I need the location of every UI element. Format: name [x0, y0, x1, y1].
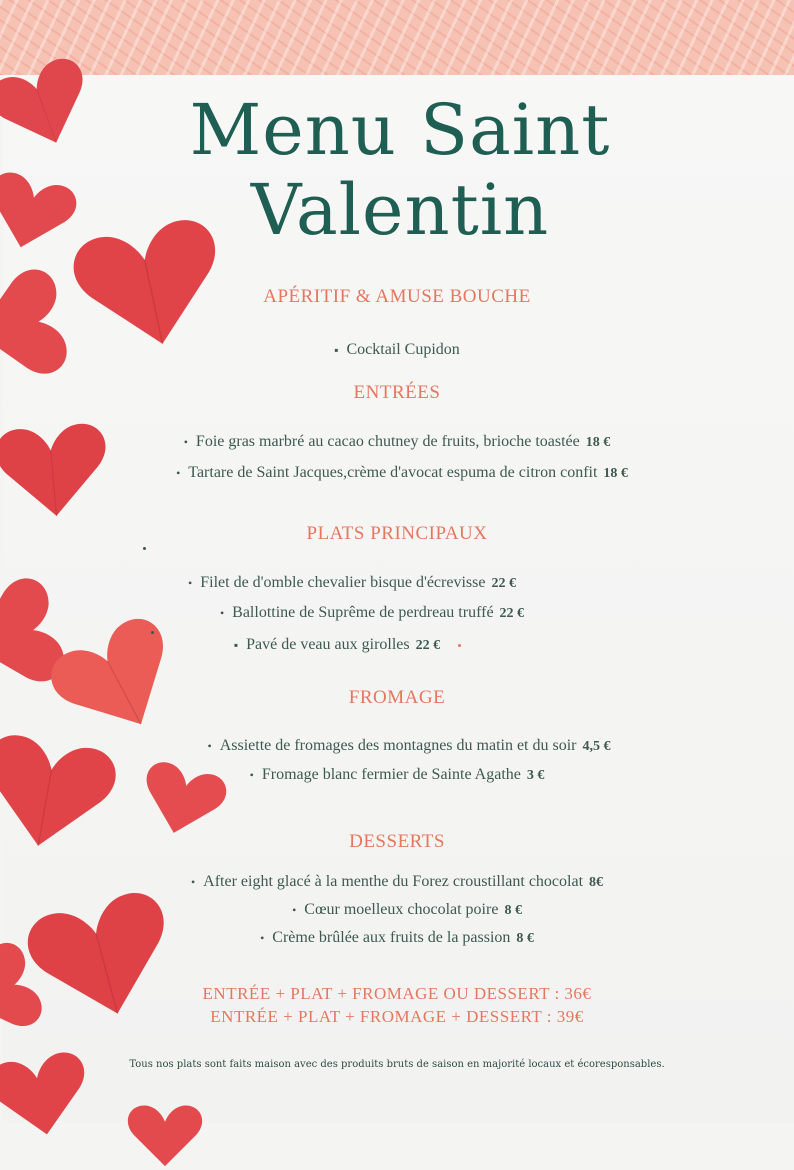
bullet-icon: •	[176, 466, 181, 480]
menu-item-name: Cœur moelleux chocolat poire	[304, 901, 499, 918]
menu-item-name: Pavé de veau aux girolles	[246, 636, 410, 653]
menu-item	[5, 464, 794, 482]
menu-item	[0, 341, 794, 359]
menu-item	[10, 901, 794, 919]
section-title-fromage: FROMAGE	[348, 687, 446, 708]
menu-item-price: 22 €	[499, 606, 525, 621]
decorative-dot	[143, 547, 146, 550]
menu-item-name: Tartare de Saint Jacques,crème d'avocat espuma de citron confit	[188, 464, 598, 481]
bullet-icon: •	[207, 739, 212, 753]
menu-item-price: 8€	[589, 875, 604, 890]
menu-item-name: After eight glacé à la menthe du Forez croustillant chocolat	[203, 873, 584, 890]
bullet-icon: •	[249, 768, 254, 782]
bullet-icon: •	[219, 606, 225, 620]
menu-item	[0, 433, 794, 451]
menu-item-name: Foie gras marbré au cacao chutney de fruits, brioche toastée	[195, 433, 580, 450]
decorative-dot	[151, 631, 154, 634]
menu-item-name: Assiette de fromages des montagnes du matin et du soir	[219, 737, 577, 754]
menu-item-price: 3 €	[526, 768, 545, 783]
formula-line: ENTRÉE + PLAT + FROMAGE OU DESSERT : 36€	[202, 984, 592, 1003]
menu-item-price: 8 €	[504, 903, 522, 918]
section-title-plats: PLATS PRINCIPAUX	[306, 523, 488, 544]
title-line-1: Menu Saint	[189, 89, 611, 171]
menu-item	[0, 604, 769, 622]
decorative-top-band	[0, 0, 794, 75]
menu-item	[0, 574, 749, 592]
bullet-icon: ▪	[334, 343, 339, 357]
menu-item-price: 22 €	[491, 576, 516, 591]
menu-item-name: Crème brûlée aux fruits de la passion	[272, 929, 511, 946]
menu-item-price: 4,5 €	[582, 739, 611, 754]
bullet-icon: •	[260, 931, 265, 945]
menu-item-price: 18 €	[603, 466, 628, 481]
title-line-2: Valentin	[250, 169, 550, 251]
formula-line: ENTRÉE + PLAT + FROMAGE + DESSERT : 39€	[210, 1007, 584, 1026]
menu-item	[0, 873, 794, 891]
menu-item	[12, 737, 794, 755]
menu-item-price: 18 €	[585, 435, 611, 450]
menu-item	[0, 636, 734, 654]
menu-item-name: Fromage blanc fermier de Sainte Agathe	[261, 766, 521, 783]
decorative-dot	[458, 644, 461, 647]
section-title-desserts: DESSERTS	[349, 831, 445, 852]
bullet-icon: ▪	[233, 638, 239, 652]
menu-item	[0, 929, 794, 947]
bullet-icon: •	[292, 903, 297, 917]
menu-item-price: 8 €	[516, 931, 534, 946]
footnote: Tous nos plats sont faits maison avec des produits bruts de saison en majorité locaux et écoresponsables.	[129, 1059, 665, 1070]
bullet-icon: •	[188, 576, 193, 590]
heart-icon	[0, 1042, 97, 1148]
menu-item	[0, 766, 794, 784]
section-title-entrees: ENTRÉES	[353, 382, 441, 403]
menu-item-name: Ballottine de Suprême de perdreau truffé	[232, 604, 494, 621]
page-title	[150, 90, 650, 250]
bullet-icon: •	[190, 875, 196, 889]
menu-item-name: Cocktail Cupidon	[346, 341, 460, 358]
bullet-icon: •	[183, 435, 188, 449]
section-title-aperitif: APÉRITIF & AMUSE BOUCHE	[263, 286, 531, 307]
menu-item-price: 22 €	[415, 638, 441, 653]
menu-item-name: Filet de d'omble chevalier bisque d'écrevisse	[200, 574, 486, 591]
heart-icon	[110, 1100, 220, 1170]
